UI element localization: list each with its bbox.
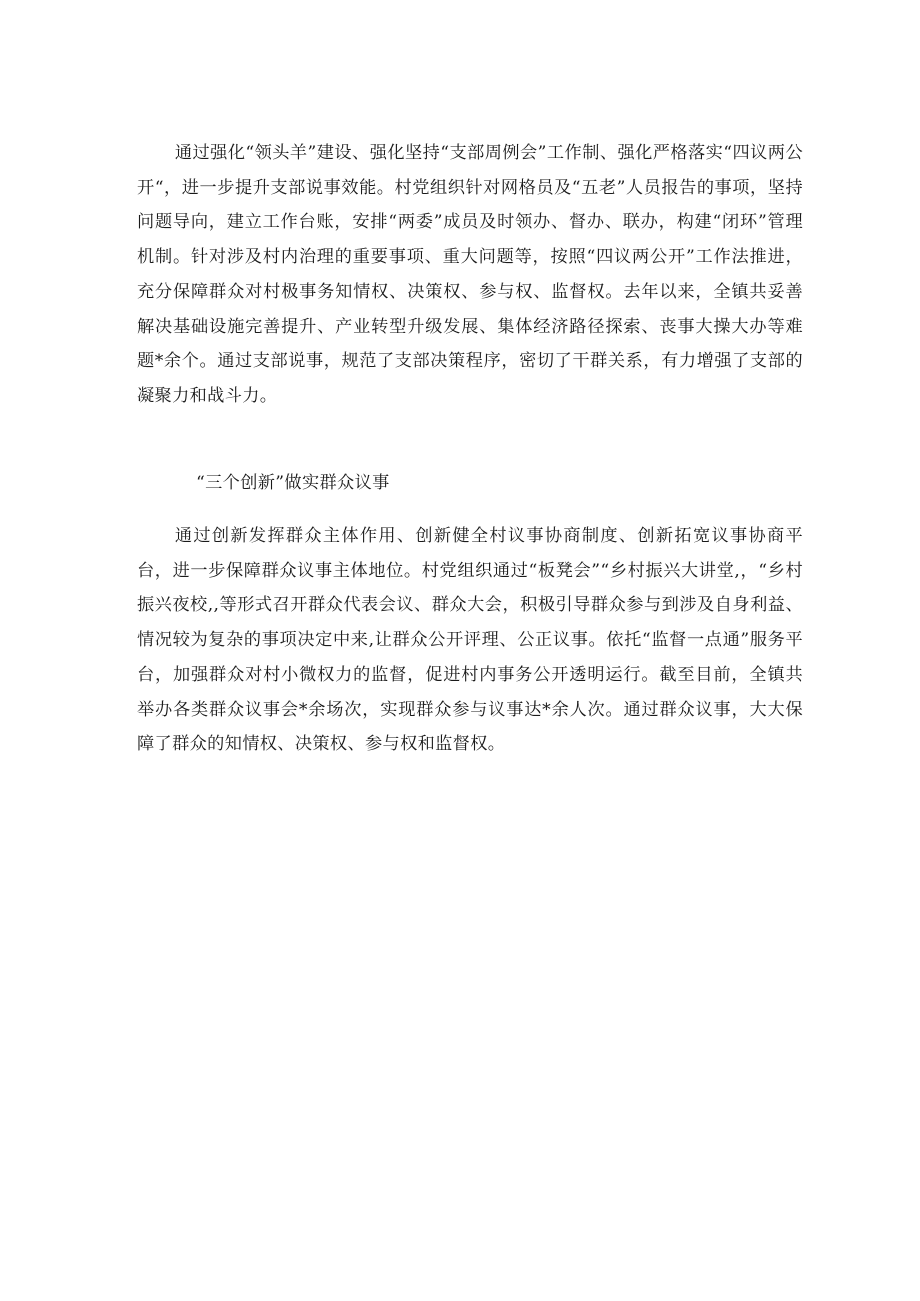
section-heading: “三个创新”做实群众议事 [196, 473, 390, 493]
body-paragraph-branch-discussion: 通过强化“领头羊”建设、强化坚持“支部周例会”工作制、强化严格落实“四议两公开“，进一步提升支部说事效能。村党组织针对网格员及“五老”人员报告的事项，坚持问题导向，建立工作台账，安排“两委”成员及时领办、督办、联办，构建“闭环”管理机制。针对涉及村内治理的重要事项、重大问题等，按照“四议两公开”工作法推进，充分保障群众对村极事务知情权、决策权、参与权、监督权。去年以来，全镇共妥善解决基础设施完善提升、产业转型升级发展、集体经济路径探索、丧事大操大办等难题*余个。通过支部说事，规范了支部决策程序，密切了干群关系，有力增强了支部的凝聚力和战斗力。 [137, 143, 803, 406]
body-paragraph-public-discussion: 通过创新发挥群众主体作用、创新健全村议事协商制度、创新拓宽议事协商平台，进一步保障群众议事主体地位。村党组织通过“板凳会”“乡村振兴大讲堂,，“乡村振兴夜校,,等形式召开群众代表会议、群众大会，积极引导群众参与到涉及自身利益、情况较为复杂的事项决定中来,让群众公开评理、公正议事。依托“监督一点通”服务平台，加强群众对村小微权力的监督，促进村内事务公开透明运行。截至目前，全镇共举办各类群众议事会*余场次，实现群众参与议事达*余人次。通过群众议事，大大保障了群众的知情权、决策权、参与权和监督权。 [137, 526, 803, 755]
